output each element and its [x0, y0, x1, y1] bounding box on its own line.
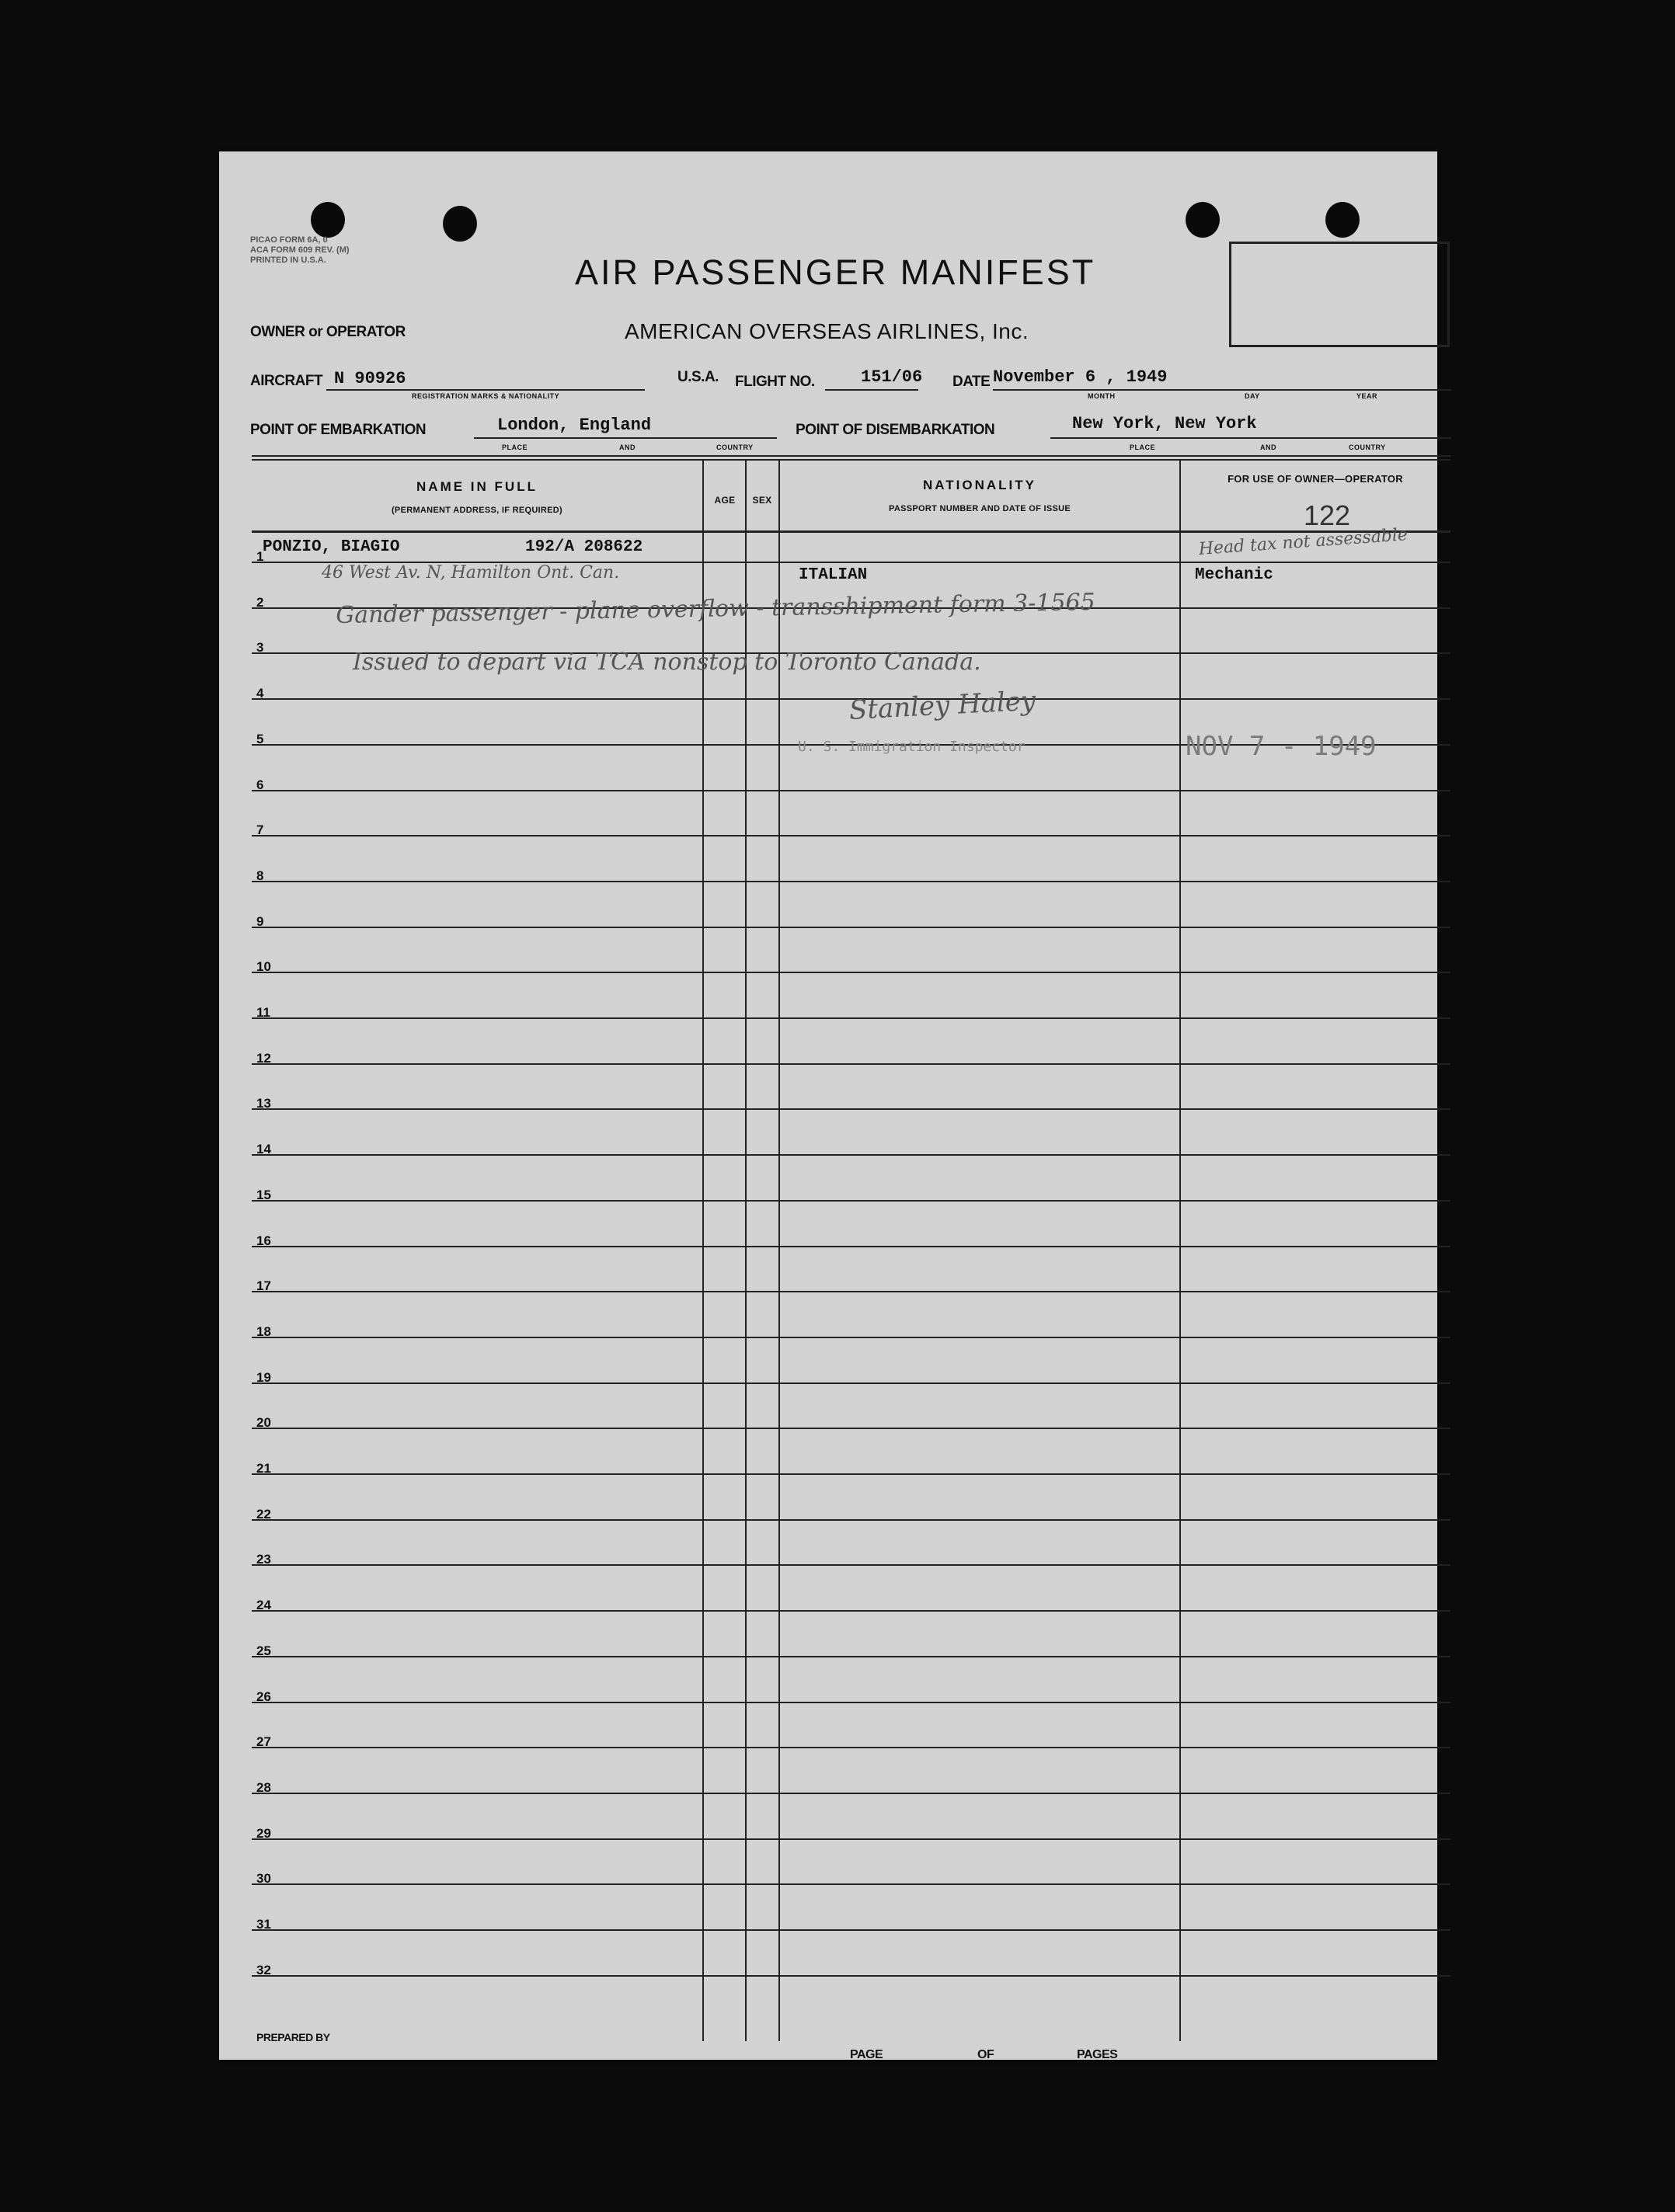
- row-number: 30: [256, 1871, 271, 1886]
- form-number: [250, 235, 350, 266]
- row-number: 19: [256, 1370, 271, 1385]
- year-caption: YEAR: [1356, 392, 1378, 400]
- row-number: 23: [256, 1552, 271, 1567]
- table-row: [252, 881, 1450, 882]
- table-row: [252, 1473, 1450, 1475]
- operator-label: OWNER or OPERATOR: [250, 324, 406, 340]
- nationality-header: NATIONALITY: [922, 478, 1036, 492]
- form-number-line: ACA FORM 609 REV. (M): [250, 245, 350, 255]
- page-title: AIR PASSENGER MANIFEST: [575, 252, 1096, 292]
- row-number: 27: [256, 1734, 271, 1749]
- form-number-line: PICAO FORM 6A, 0: [250, 235, 328, 245]
- table-row: [252, 1154, 1450, 1156]
- row-number: 9: [256, 914, 264, 929]
- table-row: [252, 1246, 1450, 1247]
- row-number: 22: [256, 1507, 271, 1522]
- row-number: 20: [256, 1415, 271, 1430]
- row-number: 24: [256, 1598, 271, 1612]
- punch-hole: [1186, 202, 1220, 238]
- table-row: [252, 1063, 1450, 1065]
- row-number: 21: [256, 1461, 271, 1476]
- owner-use-header: FOR USE OF OWNER—OPERATOR: [1228, 473, 1403, 485]
- table-row: [252, 1929, 1450, 1931]
- flight-value: 151/06: [861, 367, 923, 387]
- table-row: [252, 1747, 1450, 1748]
- nationality-subheader: PASSPORT NUMBER AND DATE OF ISSUE: [889, 504, 1071, 513]
- table-row: [252, 1337, 1450, 1338]
- row-number: 7: [256, 823, 264, 837]
- name-header: NAME IN FULL: [416, 479, 538, 494]
- row-number: 6: [256, 777, 264, 792]
- punch-hole: [311, 202, 345, 238]
- table-row: [252, 1838, 1450, 1840]
- day-caption: DAY: [1245, 392, 1260, 400]
- month-caption: MONTH: [1088, 392, 1116, 400]
- prepared-by-label: PREPARED BY: [256, 2031, 330, 2043]
- aircraft-label: AIRCRAFT: [250, 373, 323, 389]
- passenger-occupation: Mechanic: [1195, 566, 1273, 584]
- handwritten-address: 46 West Av. N, Hamilton Ont. Can.: [322, 563, 620, 583]
- table-row: [252, 1428, 1450, 1429]
- handwritten-signature: Stanley Haley: [848, 685, 1037, 726]
- disembarkation-label: POINT OF DISEMBARKATION: [796, 422, 995, 438]
- age-header: AGE: [714, 495, 736, 506]
- row-number: 31: [256, 1917, 271, 1932]
- table-row: [252, 1200, 1450, 1202]
- row-number: 16: [256, 1233, 271, 1248]
- row-number: 4: [256, 686, 264, 701]
- table-row: [252, 1519, 1450, 1521]
- row-number: 26: [256, 1689, 271, 1704]
- passenger-name: PONZIO, BIAGIO: [263, 538, 400, 556]
- of-label: OF: [977, 2048, 994, 2061]
- place-caption: PLACE: [502, 443, 528, 451]
- stamp-date: NOV 7 - 1949: [1186, 731, 1377, 762]
- table-row: [252, 1017, 1450, 1019]
- office-use-box: [1229, 242, 1450, 347]
- row-number: 13: [256, 1096, 271, 1111]
- manifest-number: 122: [1304, 499, 1351, 531]
- table-row: [252, 927, 1450, 928]
- row-number: 5: [256, 732, 264, 746]
- aircraft-value: N 90926: [334, 369, 406, 388]
- table-row: [252, 1793, 1450, 1794]
- pages-label: PAGES: [1077, 2048, 1118, 2061]
- row-number: 1: [256, 549, 264, 564]
- passenger-nationality: ITALIAN: [799, 566, 868, 584]
- table-row: [252, 1291, 1450, 1292]
- sex-header: SEX: [752, 495, 772, 506]
- table-row: [252, 972, 1450, 973]
- table-row: [252, 1656, 1450, 1657]
- name-subheader: (PERMANENT ADDRESS, IF REQUIRED): [391, 506, 563, 515]
- handwritten-remark: Gander passenger - plane overflow - transshipment form 3-1565: [336, 588, 1095, 629]
- table-row: [252, 1975, 1450, 1977]
- handwritten-remark-top: Head tax not assessable: [1198, 525, 1409, 559]
- operator-value: AMERICAN OVERSEAS AIRLINES, Inc.: [625, 319, 1029, 343]
- flight-label-prefix: U.S.A.: [677, 369, 719, 385]
- embarkation-label: POINT OF EMBARKATION: [250, 422, 427, 438]
- place-caption: PLACE: [1130, 443, 1156, 451]
- row-number: 10: [256, 959, 271, 974]
- punch-hole: [1325, 202, 1360, 238]
- country-caption: COUNTRY: [1349, 443, 1386, 451]
- form-number-line: PRINTED IN U.S.A.: [250, 256, 326, 265]
- and-caption: AND: [619, 443, 636, 451]
- row-number: 28: [256, 1780, 271, 1795]
- immigration-stamp: U. S. Immigration Inspector: [798, 739, 1026, 755]
- embarkation-value: London, England: [497, 416, 652, 435]
- table-row: [252, 1564, 1450, 1566]
- manifest-sheet: [219, 151, 1437, 2060]
- disembarkation-value: New York, New York: [1072, 414, 1257, 433]
- country-caption: COUNTRY: [716, 443, 754, 451]
- row-number: 14: [256, 1142, 271, 1156]
- date-value: November 6 , 1949: [993, 367, 1168, 387]
- row-number: 17: [256, 1278, 271, 1293]
- row-number: 18: [256, 1324, 271, 1339]
- row-number: 3: [256, 640, 264, 655]
- row-number: 11: [256, 1005, 270, 1020]
- date-label: DATE: [952, 374, 991, 390]
- flight-label: FLIGHT NO.: [735, 374, 815, 390]
- registration-caption: REGISTRATION MARKS & NATIONALITY: [412, 392, 560, 400]
- table-row: [252, 1382, 1450, 1384]
- table-row: [252, 1883, 1450, 1885]
- passport-number: 192/A 208622: [525, 538, 643, 556]
- table-row: [252, 1610, 1450, 1612]
- table-row: [252, 1702, 1450, 1703]
- and-caption: AND: [1260, 443, 1276, 451]
- table-row: [252, 1108, 1450, 1110]
- row-number: 8: [256, 868, 264, 883]
- table-row: [252, 790, 1450, 791]
- row-number: 29: [256, 1826, 271, 1841]
- page-label: PAGE: [850, 2048, 883, 2061]
- punch-hole: [443, 206, 477, 242]
- row-number: 15: [256, 1188, 271, 1202]
- table-row: [252, 835, 1450, 836]
- row-number: 32: [256, 1963, 271, 1977]
- row-number: 2: [256, 595, 264, 610]
- handwritten-remark: Issued to depart via TCA nonstop to Toronto Canada.: [353, 649, 981, 676]
- row-number: 12: [256, 1051, 271, 1066]
- row-number: 25: [256, 1643, 271, 1658]
